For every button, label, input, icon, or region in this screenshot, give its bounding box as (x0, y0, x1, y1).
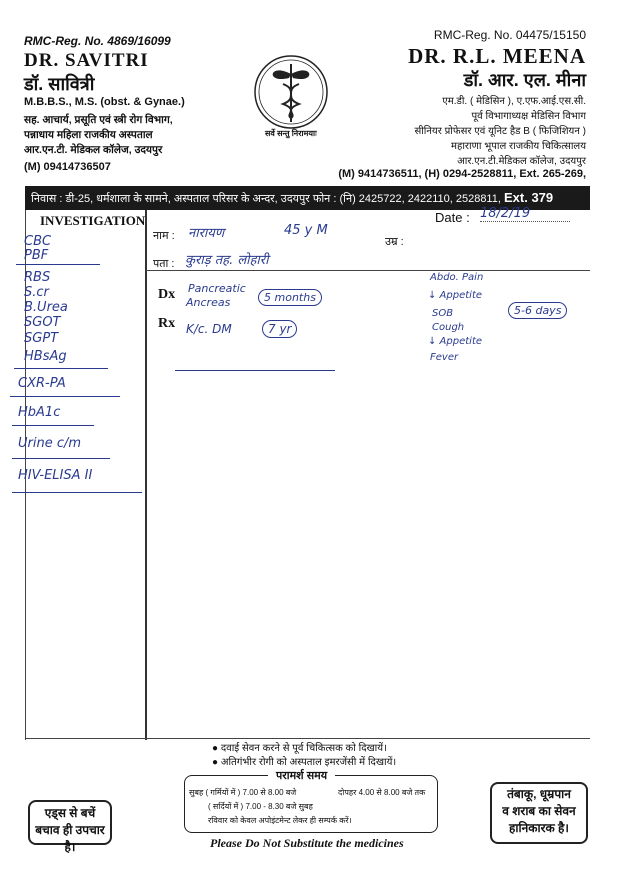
address-value: कुराड़ तह. लोहारी (185, 253, 269, 268)
tobacco-line2: व शराब का सेवन (502, 804, 576, 818)
banner-ext: Ext. 379 (503, 190, 554, 205)
address-label: पता : (153, 258, 175, 270)
prescription-duration: 7 yr (262, 320, 297, 338)
right-reg-number: RMC-Reg. No. 04475/15150 (433, 28, 586, 42)
left-doctor-line2: पन्नाधाय महिला राजकीय अस्पताल (24, 129, 153, 141)
complaint-item: Abdo. Pain (430, 272, 484, 283)
investigation-underline (12, 458, 110, 459)
investigation-label: INVESTIGATION (40, 213, 146, 228)
right-doctor-line4: महाराणा भूपाल राजकीय चिकित्सालय (451, 141, 586, 152)
right-doctor-name-hindi: डॉ. आर. एल. मीना (463, 70, 586, 90)
prescription-text: K/c. DM (186, 322, 232, 336)
banner-text: निवास : डी-25, धर्मशाला के सामने, अस्पताल परिसर के अन्दर, उदयपुर फोन : (नि) 2425722, 2422110, 2528811, (31, 193, 501, 205)
timings-row2: ( सर्दियों में ) 7.00 - 8.30 बजे सुबह (208, 802, 313, 811)
investigation-item: B.Urea (24, 300, 68, 315)
tobacco-line1: तंबाकू, धूम्रपान (507, 787, 571, 801)
complaint-item: SOB (432, 308, 454, 319)
investigation-item: Urine c/m (18, 436, 82, 451)
complaint-item: ↓ Appetite (428, 336, 483, 347)
right-doctor-line2: पूर्व विभागाध्यक्ष मेडिसिन विभाग (471, 111, 586, 122)
right-doctor-line5: आर.एन.टी.मेडिकल कॉलेज, उदयपुर (457, 156, 586, 167)
complaint-item: Cough (432, 322, 465, 333)
date-label: Date : (435, 210, 470, 225)
left-reg-number: RMC-Reg. No. 4869/16099 (24, 34, 171, 48)
left-doctor-name-hindi: डॉ. सावित्री (24, 74, 95, 94)
left-doctor-line3: आर.एन.टी. मेडिकल कॉलेज, उदयपुर (24, 144, 163, 156)
investigation-underline (16, 264, 100, 265)
investigation-underline (12, 492, 142, 493)
name-value: नारायण (188, 226, 225, 241)
timings-row1a: सुबह ( गर्मियों में ) 7.00 से 8.00 बजे (189, 788, 297, 797)
aids-line2: बचाव ही उपचार है। (35, 823, 105, 854)
left-doctor-line1: सह. आचार्य, प्रसूति एवं स्त्री रोग विभाग, (24, 114, 173, 126)
investigation-item: CBC (24, 234, 52, 249)
age-value: 45 y M (284, 223, 328, 238)
note-line1: ● दवाई सेवन करने से पूर्व चिकित्सक को दिखायें। (212, 743, 387, 754)
aids-awareness-box (28, 800, 112, 854)
investigation-underline (14, 368, 108, 369)
tobacco-warning-box (490, 782, 588, 844)
right-doctor-name: DR. R.L. MEENA (408, 44, 586, 68)
tobacco-line3: हानिकारक है। (509, 821, 569, 835)
right-doctor-phones: (M) 9414736511, (H) 0294-2528811, Ext. 265-269, (338, 168, 586, 180)
right-doctor-line3: सीनियर प्रोफेसर एवं यूनिट हैड B ( फिजिशियन ) (414, 126, 586, 137)
investigation-item: PBF (24, 248, 49, 263)
aids-line1: एड्स से बचें (44, 806, 96, 820)
left-doctor-mobile: (M) 09414736507 (24, 161, 111, 173)
left-doctor-degree: M.B.B.S., M.S. (obst. & Gynae.) (24, 96, 185, 108)
column-divider (145, 210, 147, 740)
date-value: 18/2/19 (480, 206, 570, 222)
investigation-item: SGOT (24, 315, 61, 330)
form-bottom-line (25, 738, 590, 739)
investigation-item: HbA1c (18, 405, 61, 420)
complaints-duration: 5-6 days (508, 302, 567, 319)
investigation-underline (12, 425, 94, 426)
diagnosis-text2: Ancreas (186, 296, 231, 309)
logo-caption: सर्वे सन्तु निरामयाः (265, 129, 317, 138)
investigation-item: SGPT (24, 331, 59, 346)
age-label: उम्र : (385, 236, 404, 248)
diagnosis-text1: Pancreatic (188, 282, 246, 295)
complaint-item: ↓ Appetite (428, 290, 483, 301)
rx-underline (175, 370, 335, 371)
investigation-item: S.cr (24, 285, 49, 300)
diagnosis-duration: 5 months (258, 289, 322, 306)
investigation-item: RBS (24, 270, 51, 285)
investigation-underline (10, 396, 120, 397)
timings-row1b: दोपहर 4.00 से 8.00 बजे तक (338, 788, 426, 797)
investigation-item: CXR-PA (18, 376, 66, 391)
timings-row3: रविवार को केवल अपोइंटमेन्ट लेकर ही सम्पर्क करें। (208, 816, 352, 825)
note-line2: ● अतिगंभीर रोगी को अस्पताल इमरजेंसी में दिखायें। (212, 757, 397, 768)
patient-info-divider (146, 270, 590, 271)
investigation-item: HIV-ELISA II (18, 468, 93, 483)
left-doctor-name: DR. SAVITRI (24, 50, 149, 71)
investigation-item: HBsAg (24, 349, 67, 364)
dx-label: Dx (158, 287, 176, 302)
substitute-warning: Please Do Not Substitute the medicines (210, 836, 404, 850)
timings-title: परामर्श समय (268, 768, 335, 783)
rx-label: Rx (158, 316, 176, 331)
name-label: नाम : (153, 230, 175, 242)
complaint-item: Fever (430, 352, 459, 363)
right-doctor-line1: एम.डी. ( मेडिसिन ), ए.एफ.आई.एस.सी. (442, 96, 586, 107)
